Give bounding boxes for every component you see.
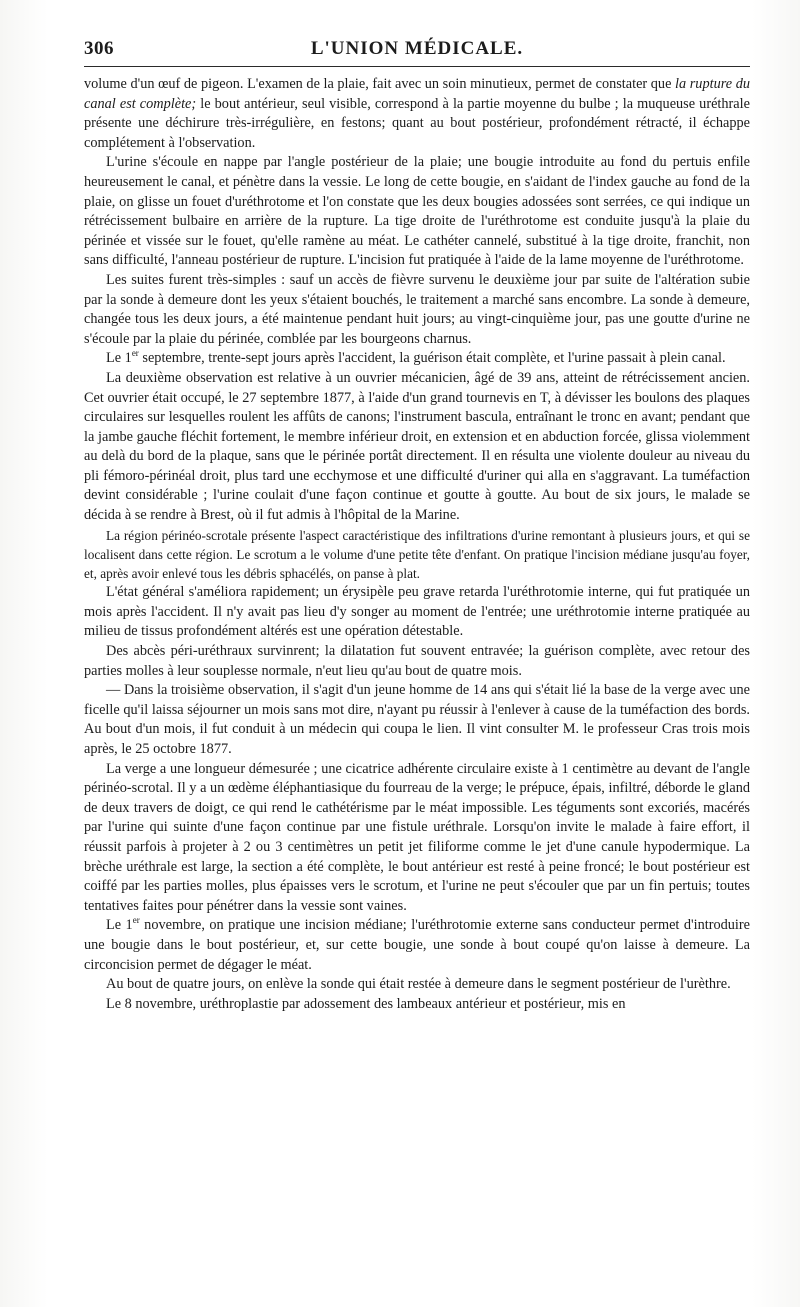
running-title: L'UNION MÉDICALE.: [310, 38, 524, 59]
article-body: [84, 75, 750, 1014]
page-header: [84, 36, 750, 67]
paragraph: Le 8 novembre, uréthroplastie par adossement des lambeaux antérieur et postérieur, mis en: [106, 995, 626, 1012]
paragraph: La verge a une longueur démesurée ; une cicatrice adhérente circulaire existe à 1 centimètre au devant de l'angle périnéo-scrotal. Il y a un œdème éléphantiasique du fourreau de la verge; le prépuce, épais, infiltré, déborde le gland de deux travers de doigt, ce qui rend le cathétérisme par le méat impossible. Les téguments sont excoriés, macérés par l'urine qui suinte d'une façon continue par une fistule uréthrale. Lorsqu'on invite le malade à faire effort, il réussit parfois à projeter à 2 ou 3 centimètres un petit jet filiforme comme le jet d'une canule hypodermique. La brèche uréthrale est large, la section a été complète, le bout antérieur est resté à peine froncé; le bout postérieur est coiffé par les parties molles, plus épaisses vers le scrotum, et l'urine ne peut s'écouler que par un fin pertuis; toutes tentatives faites pour pénétrer dans la vessie sont vaines.: [84, 760, 750, 914]
paragraph-small-print: La région périnéo-scrotale présente l'aspect caractéristique des infiltrations d'urine remontant à plusieurs jours, et qui se localisent dans cette région. Le scrotum a le volume d'une petite tête d'enfant. On pratique l'incision médiane jusqu'au foyer, et, après avoir enlevé tous les débris sphacélés, on panse à plat.: [84, 527, 750, 582]
paragraph: Les suites furent très-simples : sauf un accès de fièvre survenu le deuxième jour par suite de l'altération subie par la sonde à demeure dont les yeux s'étaient bouchés, le traitement a marché sans encombre. La sonde à demeure, changée tous les deux jours, a été maintenue pendant huit jours; au vingt-cinquième jour, pas une goutte d'urine ne s'écoule par la plaie du périnée, comblée par les bourgeons charnus.: [84, 271, 750, 347]
paragraph: L'urine s'écoule en nappe par l'angle postérieur de la plaie; une bougie introduite au fond du pertuis enfile heureusement le canal, et pénètre dans la vessie. Le long de cette bougie, en s'aidant de l'index gauche au fond de la plaie, on glisse un fouet d'uréthrotome et l'on constate que les deux bougies adossées sont serrées, ce qui indique un rétrécissement bulbaire en arrière de la rupture. La tige droite de l'uréthrotome est conduite jusqu'à la plaie du périnée et vissée sur le fouet, qu'elle ramène au méat. Le cathéter cannelé, substitué à la tige droite, franchit, non sans difficulté, l'anneau postérieur de rupture. L'incision fut pratiquée à l'aide de la lame moyenne de l'uréthrotome.: [84, 154, 750, 269]
paragraph: — Dans la troisième observation, il s'agit d'un jeune homme de 14 ans qui s'était lié la base de la verge avec une ficelle qu'il laissa séjourner un mois sans mot dire, n'ayant pu réussir à l'enlever à cause de la tuméfaction des bords. Au bout d'un mois, il fut conduit à un médecin qui coupa le lien. Il vint consulter M. le professeur Cras trois mois après, le 25 octobre 1877.: [84, 682, 750, 758]
paragraph: Le 1er novembre, on pratique une incision médiane; l'uréthrotomie externe sans conducteur permet d'introduire une bougie dans le bout postérieur, et, sur cette bougie, une sonde à bout coupé qu'on laisse à demeure. La circoncision permet de dégager le méat.: [84, 915, 750, 973]
paragraph: Au bout de quatre jours, on enlève la sonde qui était restée à demeure dans le segment postérieur de l'urèthre.: [106, 976, 731, 993]
page-number: 306: [84, 38, 114, 59]
italic-emphasis: la rupture du canal est complète;: [84, 76, 750, 112]
paragraph: Des abcès péri-uréthraux survinrent; la dilatation fut souvent entravée; la guérison complète, avec retour des parties molles à leur souplesse normale, n'eut lieu qu'au bout de quatre mois.: [84, 643, 750, 679]
paragraph: Le 1er septembre, trente-sept jours après l'accident, la guérison était complète, et l'urine passait à plein canal.: [106, 348, 726, 367]
paragraph: volume d'un œuf de pigeon. L'examen de la plaie, fait avec un soin minutieux, permet de constater que la rupture du canal est complète; le bout antérieur, seul visible, correspond à la partie moyenne du bulbe ; la muqueuse uréthrale présente une déchirure très-irrégulière, en festons; quant au bout postérieur, profondément rétracté, il échappe complétement à l'observation.: [84, 76, 750, 151]
paragraph: La deuxième observation est relative à un ouvrier mécanicien, âgé de 39 ans, atteint de rétrécissement ancien. Cet ouvrier était occupé, le 27 septembre 1877, à l'aide d'un grand tournevis en T, à dévisser les boulons des plaques circulaires sur lesquelles roulent les affûts de canons; l'instrument bascula, entraînant le tronc en avant; pendant que la jambe gauche fléchit fortement, le membre inférieur droit, en extension et en abduction forcée, glissa violemment au delà du bord de la plaque, sans que le périnée portât directement. Il en résulta une violente douleur au niveau du pli fémoro-périnéal droit, plus tard une ecchymose et une difficulté d'uriner qui alla en s'aggravant. La tuméfaction devint considérable ; l'urine coulait d'une façon continue et goutte à goutte. Au bout de six jours, le malade se décida à se rendre à Brest, où il fut admis à l'hôpital de la Marine.: [84, 369, 750, 524]
ordinal-superscript: er: [131, 348, 139, 359]
paragraph: L'état général s'améliora rapidement; un érysipèle peu grave retarda l'uréthrotomie interne, qui fut pratiquée un mois après l'accident. Il n'y avait pas lieu d'y songer au moment de l'entrée; une uréthrotomie interne pratiquée au milieu de tissus profondément altérés est une opération détestable.: [84, 584, 750, 640]
ordinal-superscript: er: [132, 915, 140, 926]
